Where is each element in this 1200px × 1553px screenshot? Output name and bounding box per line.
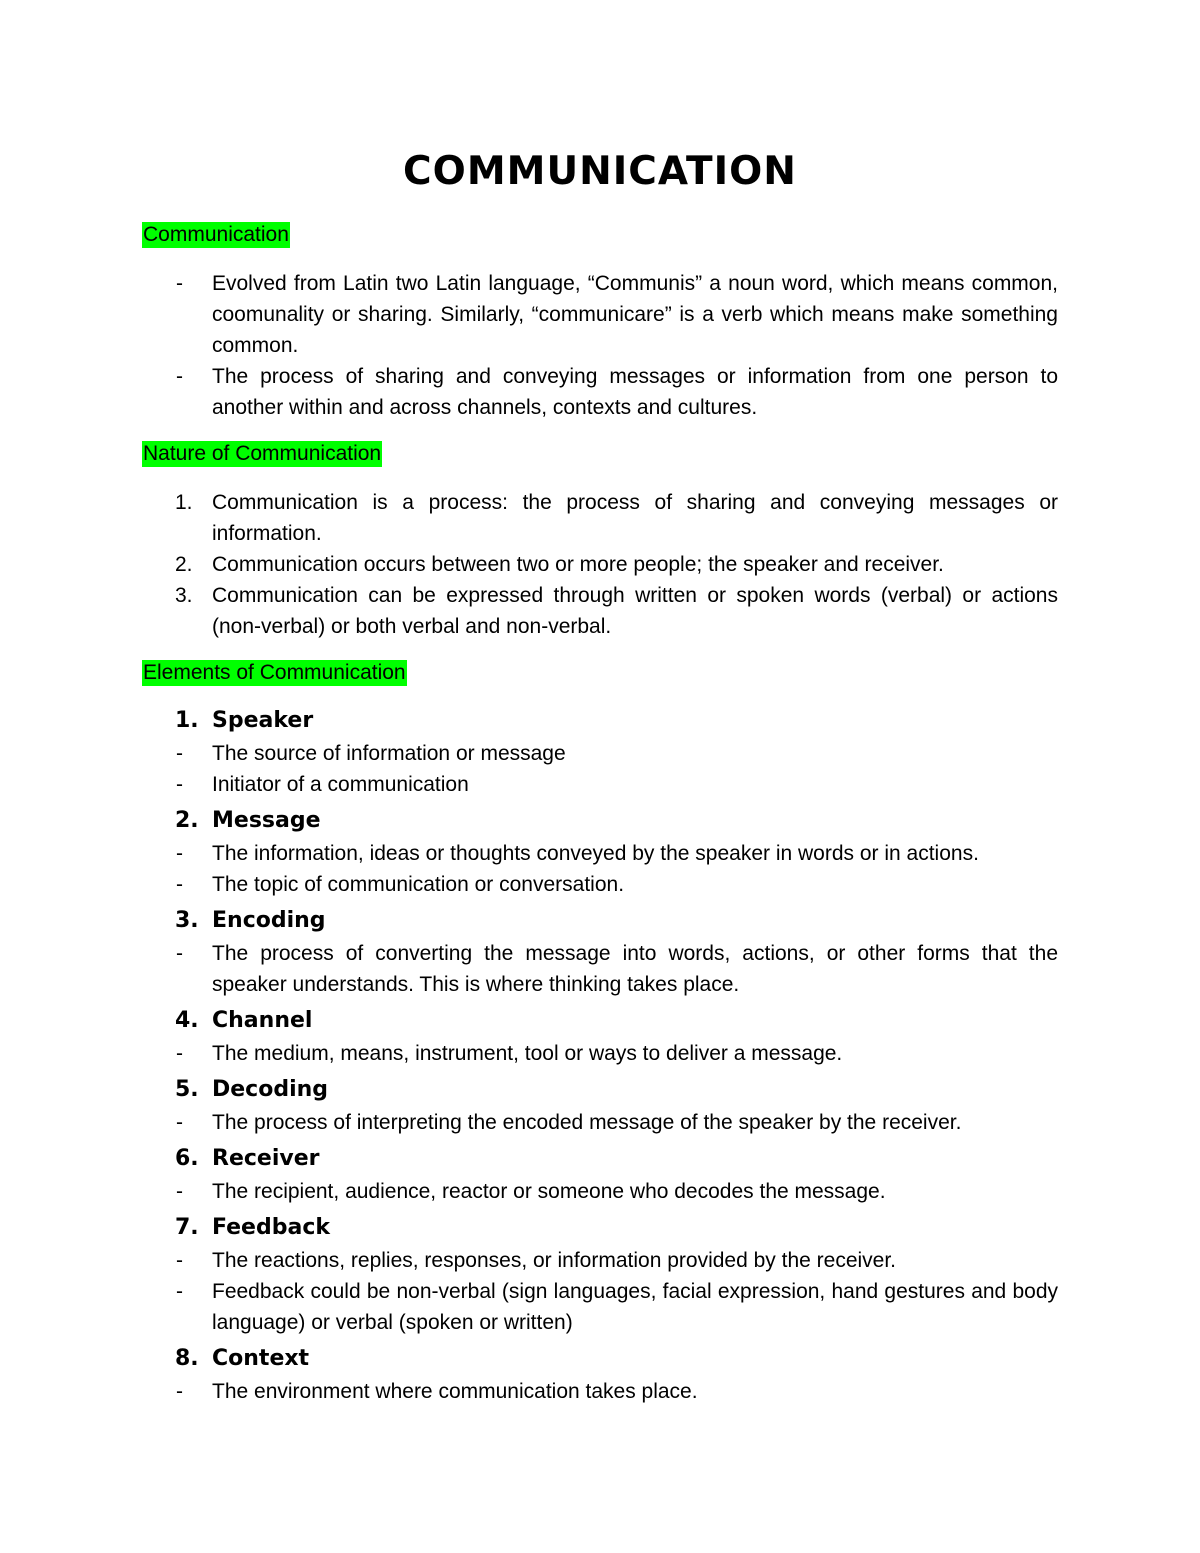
list-item <box>142 1107 1058 1138</box>
number-marker: 3. <box>175 584 193 607</box>
dash-list <box>142 1038 1058 1069</box>
list-item-text: Communication occurs between two or more people; the speaker and receiver. <box>212 553 944 576</box>
dash-list <box>142 268 1058 423</box>
dash-list <box>142 1107 1058 1138</box>
list-item <box>142 1038 1058 1069</box>
element-title <box>142 1006 1058 1036</box>
element-feedback <box>142 1213 1058 1338</box>
dash-marker: - <box>176 1249 183 1272</box>
dash-marker: - <box>176 365 183 388</box>
dash-marker: - <box>176 842 183 865</box>
numbered-list <box>142 487 1058 642</box>
list-item-text: The recipient, audience, reactor or someone who decodes the message. <box>212 1180 886 1203</box>
dash-marker: - <box>176 1111 183 1134</box>
list-item-text: The source of information or message <box>212 742 566 765</box>
element-title-text: Feedback <box>212 1215 330 1240</box>
dash-marker: - <box>176 773 183 796</box>
element-title <box>142 906 1058 936</box>
element-title-text: Context <box>212 1346 310 1371</box>
element-title <box>142 806 1058 836</box>
page-title: COMMUNICATION <box>403 149 797 194</box>
list-item <box>142 769 1058 800</box>
list-item-text: The information, ideas or thoughts conveyed by the speaker in words or in actions. <box>212 842 979 865</box>
section-communication <box>142 222 1058 423</box>
dash-list <box>142 1376 1058 1407</box>
number-marker: 4. <box>175 1008 199 1033</box>
dash-marker: - <box>176 942 183 965</box>
element-context <box>142 1344 1058 1407</box>
element-title <box>142 1144 1058 1174</box>
dash-list <box>142 738 1058 800</box>
dash-list <box>142 938 1058 1000</box>
section-heading-wrap <box>142 441 1058 467</box>
section-heading: Nature of Communication <box>143 442 382 465</box>
dash-marker: - <box>176 272 183 295</box>
dash-marker: - <box>176 1380 183 1403</box>
number-marker: 1. <box>175 708 199 733</box>
number-marker: 2. <box>175 553 193 576</box>
number-marker: 8. <box>175 1346 199 1371</box>
list-item <box>142 869 1058 900</box>
list-item <box>142 938 1058 1000</box>
number-marker: 1. <box>175 491 193 514</box>
element-encoding <box>142 906 1058 1000</box>
element-title <box>142 1344 1058 1374</box>
element-title-text: Receiver <box>212 1146 320 1171</box>
section-heading: Communication <box>143 223 289 246</box>
number-marker: 6. <box>175 1146 199 1171</box>
element-title-text: Decoding <box>212 1077 329 1102</box>
list-item <box>142 1176 1058 1207</box>
list-item <box>142 487 1058 549</box>
element-title-text: Message <box>212 808 321 833</box>
list-item <box>142 361 1058 423</box>
dash-list <box>142 1176 1058 1207</box>
section-elements <box>142 660 1058 1407</box>
list-item <box>142 580 1058 642</box>
element-title-text: Encoding <box>212 908 326 933</box>
section-nature <box>142 441 1058 642</box>
section-heading-wrap <box>142 222 1058 248</box>
element-channel <box>142 1006 1058 1069</box>
number-marker: 2. <box>175 808 199 833</box>
list-item-text: Initiator of a communication <box>212 773 469 796</box>
dash-list <box>142 838 1058 900</box>
element-decoding <box>142 1075 1058 1138</box>
list-item <box>142 738 1058 769</box>
section-heading-wrap <box>142 660 1058 686</box>
list-item <box>142 1245 1058 1276</box>
list-item <box>142 268 1058 361</box>
list-item-text: The process of interpreting the encoded message of the speaker by the receiver. <box>212 1111 962 1134</box>
list-item <box>142 838 1058 869</box>
dash-list <box>142 1245 1058 1338</box>
dash-marker: - <box>176 742 183 765</box>
list-item-text: The process of sharing and conveying messages or information from one person to another within and across channels, contexts and cultures. <box>212 365 1058 419</box>
element-title <box>142 706 1058 736</box>
dash-marker: - <box>176 1180 183 1203</box>
element-message <box>142 806 1058 900</box>
dash-marker: - <box>176 1042 183 1065</box>
list-item-text: Communication can be expressed through written or spoken words (verbal) or actions (non-verbal) or both verbal and non-verbal. <box>212 584 1058 638</box>
list-item-text: The environment where communication takes place. <box>212 1380 698 1403</box>
element-receiver <box>142 1144 1058 1207</box>
element-speaker <box>142 706 1058 800</box>
element-title <box>142 1075 1058 1105</box>
list-item-text: Communication is a process: the process of sharing and conveying messages or information. <box>212 491 1058 545</box>
list-item-text: The process of converting the message into words, actions, or other forms that the speaker understands. This is where thinking takes place. <box>212 942 1058 996</box>
list-item <box>142 1276 1058 1338</box>
list-item-text: Feedback could be non-verbal (sign languages, facial expression, hand gestures and body language) or verbal (spoken or written) <box>212 1280 1058 1334</box>
number-marker: 5. <box>175 1077 199 1102</box>
list-item-text: The medium, means, instrument, tool or ways to deliver a message. <box>212 1042 843 1065</box>
list-item-text: The reactions, replies, responses, or information provided by the receiver. <box>212 1249 897 1272</box>
element-title-text: Speaker <box>212 708 314 733</box>
list-item-text: Evolved from Latin two Latin language, “Communis” a noun word, which means common, coomunality or sharing. Similarly, “communicare” is a verb which means make something common. <box>212 272 1058 357</box>
dash-marker: - <box>176 873 183 896</box>
section-heading: Elements of Communication <box>143 661 406 684</box>
dash-marker: - <box>176 1280 183 1303</box>
list-item <box>142 1376 1058 1407</box>
list-item-text: The topic of communication or conversation. <box>212 873 625 896</box>
number-marker: 7. <box>175 1215 199 1240</box>
list-item <box>142 549 1058 580</box>
element-title-text: Channel <box>212 1008 313 1033</box>
element-title <box>142 1213 1058 1243</box>
number-marker: 3. <box>175 908 199 933</box>
